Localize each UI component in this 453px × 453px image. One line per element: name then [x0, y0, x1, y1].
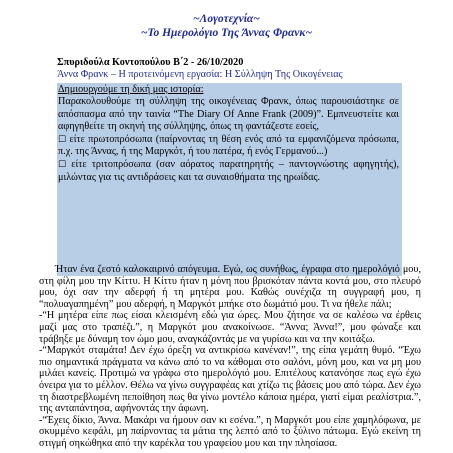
checkbox-icon: ☐ [58, 159, 67, 170]
story-paragraph: -“Μαργκότ σταμάτα! Δεν έχω όρεξη να αντικρίσω κανέναν!”, της είπα γεμάτη θυμό. “Έχω πιο σημαντικά πράγματα να κάνω από το να κάθομαι στο σαλόνι, μόνη μου, και να μη μου μιλάει κανείς. Προτιμώ να γράφω στο ημερολόγιό μου. Επιτέλους κατανόησε πως εγώ έχω όνειρα για το μέλλον. Θέλω να γίνω συγγραφέας και χτίζω τις βάσεις μου από τώρα. Δεν έχω τη διαστρεβλωμένη πεποίθηση πως θα γίνω μοντέλο κάποια ημέρα, γιατί είμαι ρεαλίστρια.”, της ανταπάντησα, αφήνοντάς την άφωνη. [39, 345, 421, 415]
option-text: είτε τριτοπρόσωπα (σαν αόρατος παρατηρητής – παντογνώστης αφηγητής), μιλώντας για τις αντιδράσεις και τα συναισθήματα της ηρωίδας. [58, 158, 399, 183]
author-line: Σπυριδούλα Κοντοπούλου Β΄2 - 26/10/2020 [57, 57, 244, 68]
story-paragraph: -“Έχεις δίκιο, Άννα. Μακάρι να ήμουν σαν κι εσένα.”, η Μαργκότ μου είπε χαμηλόφωνα, με σκυμμένο κεφάλι, μη παίρνοντας τα μάτια της λεπτό από το ξύλινο πάτωμα. Εγώ εκείνη τη στιγμή σηκώθηκα από την καρέκλα του γραφείου μου και την πλησίασα. [39, 414, 421, 449]
instructions-option [57, 159, 402, 184]
checkbox-icon: ☐ [58, 134, 67, 145]
instructions-heading: Δημιουργούμε τη δική μας ιστορία: [58, 84, 204, 95]
story-body [39, 264, 421, 450]
story-paragraph: -“Η μητέρα είπε πως είσαι κλεισμένη εδώ για ώρες. Μου ζήτησε να σε καλέσω να έρθεις μαζί μας στο τραπέζι.”, η Μαργκότ μου ανακοίνωσε. “Άννα; Άννα!”, μου φώναξε και τράβηξε με δύναμη τον ώμο μου, αναγκάζοντάς με να γυρίσω και να την κοιτάξω. [39, 310, 421, 345]
assignment-subtitle: Άννα Φρανκ – Η προτεινόμενη εργασία: Η Σύλληψη Της Οικογένειας [57, 69, 343, 80]
instructions-box [57, 83, 402, 276]
section-title: ~Λογοτεχνία~ [193, 13, 260, 25]
story-paragraph: Ήταν ένα ζεστό καλοκαιρινό απόγευμα. Εγώ, ως συνήθως, έγραφα στο ημερολόγιό μου, στη φίλη μου την Κίττυ. Η Κίττυ ήταν η μόνη που βρισκόταν πάντα κοντά μου, στο πλευρό μου, όχι σαν την αδερφή ή τη μητέρα μου. Καθώς συνέχιζα τη συγγραφή μου, η “πολυαγαπημένη” μου αδερφή, η Μαργκότ μπήκε στο δωμάτιό μου. Τι να ήθελε πάλι; [39, 264, 421, 310]
instructions-intro: Παρακολουθούμε τη σύλληψη της οικογένειας Φρανκ, όπως παρουσιάστηκε σε απόσπασμα από την ταινία “The Diary Of Anne Frank (2009)”. Εμπνευστείτε και αφηγηθείτε τη σκηνή της σύλληψης, όπως τη φαντάζεστε εσείς, [58, 96, 399, 133]
instructions-option [57, 134, 402, 159]
document-title: ~Το Ημερολόγιο Της Άννας Φρανκ~ [140, 27, 313, 39]
option-text: είτε πρωτοπρόσωπα (παίρνοντας τη θέση ενός από τα εμφανιζόμενα πρόσωπα, π.χ. της Άννας, ή της Μαργκότ, ή του πατέρα, ή ενός Γερμανού...) [58, 133, 400, 158]
